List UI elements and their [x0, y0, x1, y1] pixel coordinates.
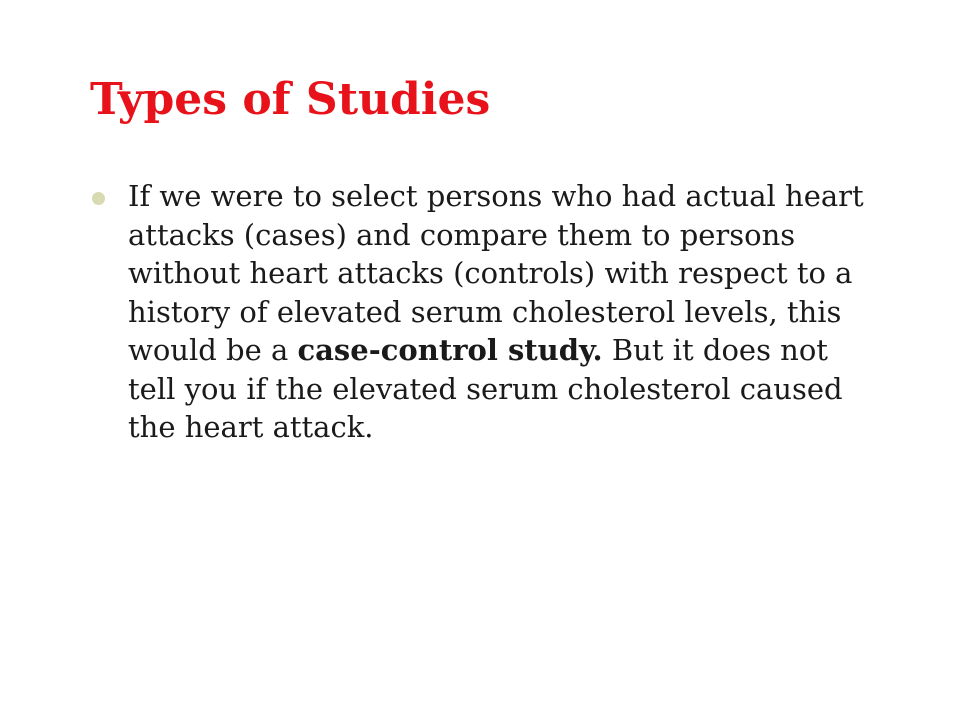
bullet-text-after: But it does not tell you if the elevated serum cholesterol caused the heart attack. [128, 333, 843, 444]
bullet-dot-icon [92, 192, 105, 205]
bullet-emphasis: case-control study. [297, 333, 603, 367]
bullet-item [88, 177, 878, 447]
slide-title: Types of Studies [90, 74, 491, 125]
bullet-text-before: If we were to select persons who had actual heart attacks (cases) and compare them to persons without heart attacks (controls) with respect to a history of elevated serum cholesterol levels, this would be a [128, 179, 864, 367]
bullet-text [128, 179, 864, 444]
bullet-list [88, 177, 878, 447]
